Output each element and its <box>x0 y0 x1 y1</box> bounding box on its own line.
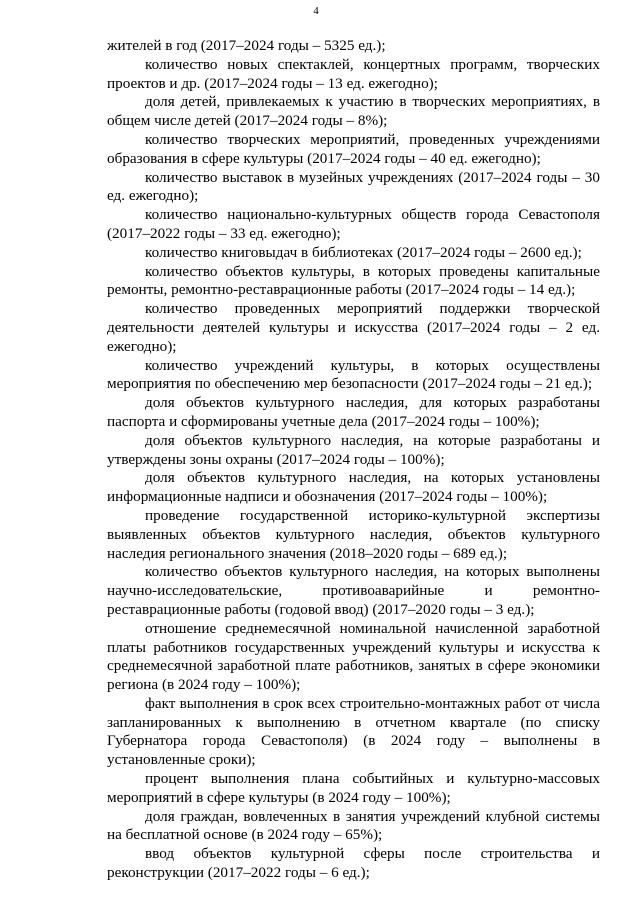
paragraph: количество учреждений культуры, в которых осуществлены мероприятия по обеспечению мер безопасности (2017–2024 годы – 21 ед.); <box>107 356 600 393</box>
paragraph: количество объектов культуры, в которых проведены капитальные ремонты, ремонтно-реставрационные работы (2017–2024 годы – 14 ед.); <box>107 262 600 299</box>
paragraph: доля объектов культурного наследия, для которых разработаны паспорта и сформированы учетные дела (2017–2024 годы – 100%); <box>107 394 600 430</box>
paragraph: количество проведенных мероприятий поддержки творческой деятельности деятелей культуры и искусства (2017–2024 годы – 2 ед. ежегодно); <box>107 300 600 355</box>
paragraph: процент выполнения плана событийных и культурно-массовых мероприятий в сфере культуры (в 2024 году – 100%); <box>107 770 600 806</box>
paragraph: количество выставок в музейных учреждениях (2017–2024 годы – 30 ед. ежегодно); <box>107 168 600 205</box>
paragraph: количество объектов культурного наследия, на которых выполнены научно-исследовательские, противоаварийные и ремонтно-реставрационные работы (годовой ввод) (2017–2020 годы – 3 ед.); <box>107 563 600 618</box>
paragraph: доля граждан, вовлеченных в занятия учреждений клубной системы на бесплатной основе (в 2024 году – 65%); <box>107 807 600 844</box>
paragraph: доля объектов культурного наследия, на которых установлены информационные надписи и обозначения (2017–2024 годы – 100%); <box>107 469 600 506</box>
paragraph: отношение среднемесячной номинальной начисленной заработной платы работников государственных учреждений культуры и искусства к среднемесячной заработной плате работников, занятых в сфере экономики региона (в 2024 году – 100%); <box>107 619 600 694</box>
paragraph: факт выполнения в срок всех строительно-монтажных работ от числа запланированных к выполнению в отчетном квартале (по списку Губернатора города Севастополя) (в 2024 году – выполнены в установленные сроки); <box>107 694 600 769</box>
paragraph: доля объектов культурного наследия, на которые разработаны и утверждены зоны охраны (2017–2024 годы – 100%); <box>107 431 600 468</box>
paragraph: количество национально-культурных обществ города Севастополя (2017–2022 годы – 33 ед. ежегодно); <box>107 206 600 242</box>
document-body <box>107 37 600 883</box>
paragraph: жителей в год (2017–2024 годы – 5325 ед.); <box>107 37 386 54</box>
paragraph: ввод объектов культурной сферы после строительства и реконструкции (2017–2022 годы – 6 ед.); <box>107 845 600 882</box>
paragraph: количество книговыдач в библиотеках (2017–2024 годы – 2600 ед.); <box>145 243 582 261</box>
paragraph: доля детей, привлекаемых к участию в творческих мероприятиях, в общем числе детей (2017–2024 годы – 8%); <box>107 93 600 130</box>
page-number: 4 <box>313 5 319 17</box>
paragraph: проведение государственной историко-культурной экспертизы выявленных объектов культурного наследия, объектов культурного наследия регионального значения (2018–2020 годы – 689 ед.); <box>107 506 600 562</box>
paragraph: количество творческих мероприятий, проведенных учреждениями образования в сфере культуры (2017–2024 годы – 40 ед. ежегодно); <box>107 130 600 167</box>
paragraph: количество новых спектаклей, концертных программ, творческих проектов и др. (2017–2024 годы – 13 ед. ежегодно); <box>107 55 600 92</box>
